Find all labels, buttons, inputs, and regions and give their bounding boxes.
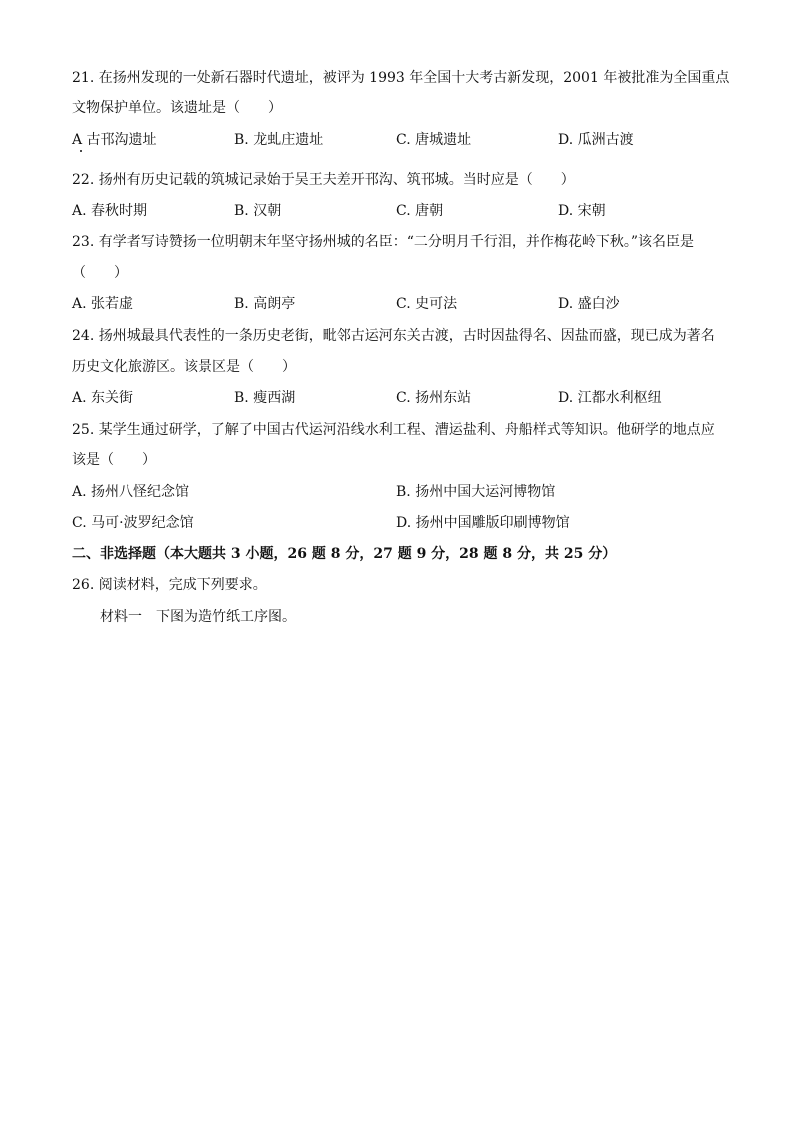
option-b: B. 高朗亭 [234,296,296,312]
material-caption: 材料一 下图为造竹纸工序图。 [100,609,296,625]
option-b: B. 汉朝 [234,203,282,219]
option-a: A. 扬州八怪纪念馆 [72,484,190,500]
option-c: C. 唐城遗址 [396,132,472,148]
option-b: B. 瘦西湖 [234,390,296,406]
option-a: A. 东关街 [72,390,134,406]
question-stem-line: 文物保护单位。该遗址是（ ） [72,100,282,116]
option-d: D. 瓜洲古渡 [558,132,634,148]
option-a: A 古邗沟遗址 [72,132,157,148]
stray-dot [80,150,82,152]
question-stem-line: （ ） [72,265,128,281]
option-b: B. 扬州中国大运河博物馆 [396,484,556,500]
option-d: D. 江都水利枢纽 [558,390,662,406]
question-stem-line: 25. 某学生通过研学，了解了中国古代运河沿线水利工程、漕运盐利、舟船样式等知识。他研学的地点应 [72,422,715,438]
option-d: D. 宋朝 [558,203,606,219]
question-stem-line: 21. 在扬州发现的一处新石器时代遗址，被评为 1993 年全国十大考古新发现，2001 年被批准为全国重点 [72,70,730,86]
option-d: D. 盛白沙 [558,296,620,312]
question-stem-line: 26. 阅读材料，完成下列要求。 [72,577,267,593]
question-stem-line: 历史文化旅游区。该景区是（ ） [72,359,296,375]
section-heading: 二、非选择题（本大题共 3 小题，26 题 8 分，27 题 9 分，28 题 8 分，共 25 分） [72,546,617,562]
question-stem-line: 该是（ ） [72,452,156,468]
question-stem-line: 22. 扬州有历史记载的筑城记录始于吴王夫差开邗沟、筑邗城。当时应是（ ） [72,172,575,188]
option-a: A. 春秋时期 [72,203,148,219]
option-a: A. 张若虚 [72,296,134,312]
option-c: C. 史可法 [396,296,458,312]
option-c: C. 马可·波罗纪念馆 [72,515,194,531]
option-b: B. 龙虬庄遗址 [234,132,324,148]
question-stem-line: 23. 有学者写诗赞扬一位明朝末年坚守扬州城的名臣：“二分明月千行泪，并作梅花岭下秋。”该名臣是 [72,234,695,250]
question-stem-line: 24. 扬州城最具代表性的一条历史老街，毗邻古运河东关古渡，古时因盐得名、因盐而盛，现已成为著名 [72,328,715,344]
option-c: C. 扬州东站 [396,390,472,406]
option-c: C. 唐朝 [396,203,444,219]
option-d: D. 扬州中国雕版印刷博物馆 [396,515,570,531]
